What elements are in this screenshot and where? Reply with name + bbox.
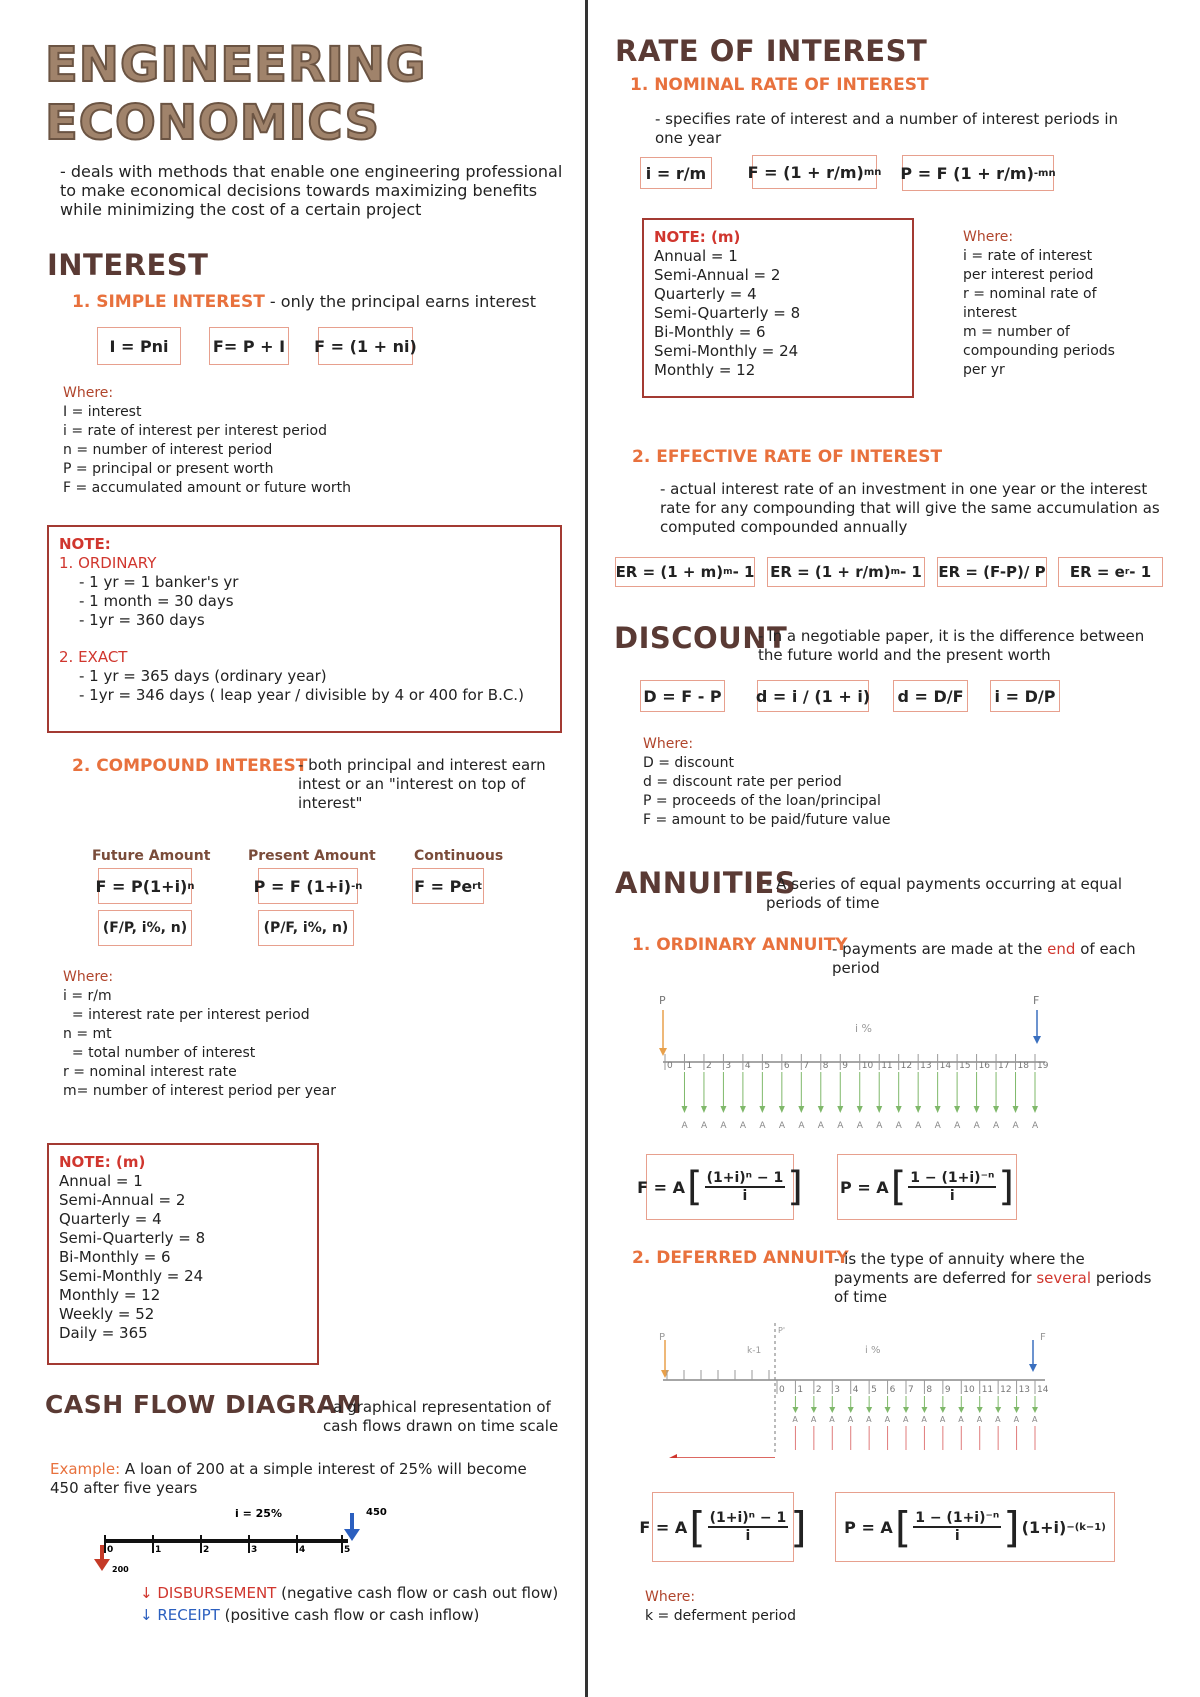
formula-box: i = r/m [640, 157, 712, 189]
tick-label: 2 [203, 1545, 210, 1555]
where-item: n = number of interest period [63, 442, 273, 458]
where-item: P = principal or present worth [63, 461, 274, 477]
label-continuous: Continuous [414, 848, 504, 864]
where-item: interest [963, 305, 1017, 321]
where-item: n = mt [63, 1026, 112, 1042]
note-item: Annual = 1 [59, 1172, 143, 1190]
down-arrow-icon: ↓ [140, 1584, 153, 1602]
f-label: F [1033, 994, 1040, 1007]
payment-label: A [681, 1121, 688, 1131]
compound-interest-heading: 2. COMPOUND INTEREST [72, 756, 308, 776]
deferred-annuity-diagram [655, 1318, 1050, 1458]
back-arrow [669, 1454, 775, 1458]
example-label: Example: [50, 1460, 121, 1478]
formula-box: i = D/P [990, 680, 1060, 712]
formula-box: I = Pni [97, 327, 181, 365]
tick-label: 1 [155, 1545, 162, 1555]
tick-label: 5 [764, 1061, 771, 1071]
formula-box: d = i / (1 + i) [757, 680, 869, 712]
simple-interest-heading: 1. SIMPLE INTEREST [72, 292, 265, 312]
bracket-icon: [ [686, 1164, 703, 1210]
tick-label: 8 [926, 1385, 933, 1395]
payment-arrowhead [915, 1106, 921, 1113]
tick-label: 1 [797, 1385, 804, 1395]
payment-label: A [810, 1415, 817, 1424]
timeline-ticks [777, 1380, 1049, 1450]
payment-label: A [739, 1121, 747, 1131]
note-exact: 2. EXACT [59, 648, 128, 666]
annuities-desc: - A series of equal payments occurring at equal periods of time [766, 875, 1123, 912]
payment-arrowhead [798, 1106, 804, 1113]
where-label: Where: [63, 969, 114, 985]
payment-arrowhead [995, 1407, 1001, 1413]
payment-label: A [700, 1121, 708, 1131]
rate-label: i % [865, 1345, 881, 1356]
payment-label: A [915, 1121, 922, 1131]
fraction: (1+i)ⁿ − 1 i [706, 1170, 784, 1204]
payment-label: A [976, 1415, 983, 1424]
tick-label: 6 [783, 1061, 790, 1071]
payment-label: A [884, 1415, 891, 1424]
tick-label: 14 [939, 1061, 952, 1071]
note-item: Quarterly = 4 [654, 285, 757, 303]
payment-label: A [1032, 1415, 1038, 1424]
payment-label: A [895, 1121, 902, 1131]
tick-label: 3 [725, 1061, 732, 1071]
payment-arrowhead [829, 1407, 835, 1413]
tick-label: 10 [861, 1061, 874, 1071]
payment-label: A [1012, 1121, 1019, 1131]
example-text: A loan of 200 at a simple interest of 25% will become 450 after five years [50, 1460, 527, 1497]
formula-box: F = P(1+i) n [98, 868, 192, 904]
where-item: i = rate of interest per interest period [63, 423, 327, 439]
payment-label: A [939, 1415, 946, 1424]
payment-arrowhead [954, 1106, 960, 1113]
where-item: m= number of interest period per year [63, 1083, 336, 1099]
legend-receipt: ↓ RECEIPT (positive cash flow or cash inflow) [140, 1606, 480, 1624]
where-label: Where: [643, 736, 694, 752]
tick-label: 0 [107, 1545, 114, 1555]
payment-arrowhead [848, 1407, 854, 1413]
annuities-where [645, 1588, 796, 1626]
top-value: 450 [366, 1507, 387, 1518]
payment-arrowhead [740, 1106, 746, 1113]
discount-where [643, 735, 890, 830]
payment-arrowhead [818, 1106, 824, 1113]
payment-label: A [993, 1121, 1000, 1131]
p-label: P [659, 1332, 666, 1343]
nominal-desc: - specifies rate of interest and a number of interest periods in one year [655, 110, 1119, 147]
compound-interest-desc: - both principal and interest earn intest or an "interest on top of interest" [298, 756, 546, 812]
note-item: - 1 yr = 365 days (ordinary year) [79, 667, 327, 685]
note-item: Semi-Quarterly = 8 [59, 1229, 206, 1247]
where-item: = interest rate per interest period [63, 1007, 310, 1023]
nominal-where [963, 228, 1115, 380]
where-item: i = rate of interest [963, 248, 1093, 264]
bracket-icon: [ [894, 1502, 912, 1552]
bracket-icon: ] [787, 1164, 803, 1210]
where-item: F = amount to be paid/future value [643, 812, 891, 828]
payment-label: A [866, 1415, 872, 1424]
tick-label: 11 [981, 1385, 994, 1395]
note-item: - 1yr = 360 days [79, 611, 205, 629]
payment-arrowhead [896, 1106, 902, 1113]
note-item: Monthly = 12 [59, 1286, 161, 1304]
formula-box: F = (1 + ni) [318, 327, 413, 365]
bracket-icon: ] [998, 1164, 1014, 1210]
cashflow-heading: CASH FLOW DIAGRAM [45, 1390, 362, 1419]
formula-box: D = F - P [640, 680, 725, 712]
where-label: Where: [963, 229, 1014, 245]
tick-label: 9 [842, 1061, 848, 1071]
simple-where [63, 384, 351, 498]
note-item: Bi-Monthly = 6 [59, 1248, 171, 1266]
payment-label: A [958, 1415, 964, 1424]
formula-box: d = D/F [893, 680, 968, 712]
where-label: Where: [645, 1589, 696, 1605]
label-present-amount: Present Amount [248, 848, 376, 864]
payment-arrowhead [993, 1106, 999, 1113]
note-title: NOTE: (m) [654, 228, 741, 246]
payment-label: A [847, 1415, 854, 1424]
tick-label: 3 [251, 1545, 258, 1555]
cashflow-example [50, 1460, 550, 1498]
bracket-icon: [ [689, 1502, 706, 1552]
f-arrow [1029, 1340, 1037, 1372]
payment-label: A [973, 1121, 980, 1131]
p-label: P [659, 994, 666, 1007]
payment-label: A [837, 1121, 844, 1131]
payment-arrowhead [958, 1407, 964, 1413]
k-label: k-1 [747, 1346, 762, 1356]
tick-label: 2 [705, 1061, 712, 1071]
where-item: P = proceeds of the loan/principal [643, 793, 881, 809]
timeline-ticks [665, 1054, 1049, 1131]
bracket-icon: ] [790, 1502, 807, 1552]
where-item: k = deferment period [645, 1608, 796, 1624]
ordinary-annuity-heading: 1. ORDINARY ANNUITY [632, 935, 848, 955]
title-line-1: ENGINEERING [45, 37, 427, 93]
tick-label: 12 [1000, 1385, 1012, 1395]
where-item: r = nominal interest rate [63, 1064, 237, 1080]
payment-label: A [921, 1415, 927, 1424]
pre-deferment-ticks [667, 1370, 769, 1380]
tick-label: 19 [1037, 1061, 1049, 1071]
definition: - deals with methods that enable one engineering professional to make economical decisions towards maximizing benefits while minimizing the cost of a certain project [60, 162, 563, 219]
payment-label: A [720, 1121, 727, 1131]
payment-arrowhead [681, 1106, 687, 1113]
ordinary-f-formula: F = A [ (1+i)ⁿ − 1 i ] [646, 1154, 794, 1220]
tick-label: 18 [1017, 1061, 1029, 1071]
legend-disbursement: ↓ DISBURSEMENT (negative cash flow or cash out flow) [140, 1584, 559, 1602]
payment-arrowhead [1032, 1106, 1038, 1113]
payment-arrowhead [885, 1407, 891, 1413]
tick-label: 6 [889, 1385, 896, 1395]
formula-box: ER = e r - 1 [1058, 557, 1163, 587]
deferred-annuity-heading: 2. DEFERRED ANNUITY [632, 1248, 849, 1268]
where-item: d = discount rate per period [643, 774, 842, 790]
payment-arrowhead [837, 1106, 843, 1113]
payment-arrowhead [935, 1106, 941, 1113]
title-line-2: ECONOMICS [45, 95, 381, 151]
column-divider [585, 0, 588, 1697]
down-arrow-icon: ↓ [140, 1606, 153, 1624]
note-item: - 1yr = 346 days ( leap year / divisible by 4 or 400 for B.C.) [79, 686, 524, 704]
where-item: i = r/m [63, 988, 112, 1004]
payment-arrowhead [811, 1407, 817, 1413]
tick-label: 13 [1018, 1385, 1031, 1395]
annuities-heading: ANNUITIES [615, 866, 797, 900]
where-item: I = interest [63, 404, 142, 420]
payment-label: A [995, 1415, 1001, 1424]
where-item: F = accumulated amount or future worth [63, 480, 351, 496]
payment-label: A [876, 1121, 883, 1131]
tick-label: 11 [881, 1061, 893, 1071]
payment-arrowhead [779, 1106, 785, 1113]
payment-arrowhead [1013, 1106, 1019, 1113]
note-item: Bi-Monthly = 6 [654, 323, 766, 341]
tick-label: 4 [852, 1385, 859, 1395]
cashflow-diagram [90, 1495, 400, 1575]
tick-label: 3 [834, 1385, 841, 1395]
p-arrow [659, 1010, 667, 1056]
payment-label: A [1032, 1121, 1039, 1131]
bottom-value: 200 [112, 1565, 129, 1574]
bracket-icon: ] [1003, 1502, 1020, 1552]
tick-label: 2 [815, 1385, 822, 1395]
formula-box: ER = (1 + r/m) m - 1 [767, 557, 925, 587]
payment-label: A [1013, 1415, 1020, 1424]
tick-label: 14 [1037, 1385, 1049, 1395]
where-item: r = nominal rate of [963, 286, 1097, 302]
formula-box: F = Pe rt [412, 868, 484, 904]
payment-label: A [778, 1121, 786, 1131]
tick-label: 7 [803, 1061, 810, 1071]
receipt-arrow [344, 1513, 360, 1541]
payment-label: A [829, 1415, 835, 1424]
where-item: compounding periods [963, 343, 1115, 359]
cashflow-desc: - a graphical representation of cash flows drawn on time scale [323, 1398, 559, 1435]
discount-desc: - In a negotiable paper, it is the difference between the future world and the present worth [758, 627, 1145, 664]
tick-label: 13 [920, 1061, 932, 1071]
p-prime-label: P' [778, 1326, 786, 1335]
ordinary-annuity-desc: - payments are made at the end of each period [832, 940, 1136, 977]
payment-arrowhead [974, 1106, 980, 1113]
interest-heading: INTEREST [47, 248, 209, 282]
payment-label: A [954, 1121, 961, 1131]
note-item: Semi-Annual = 2 [59, 1191, 186, 1209]
where-item: per yr [963, 362, 1005, 378]
tick-label: 7 [908, 1385, 914, 1395]
note-item: - 1 yr = 1 banker's yr [79, 573, 239, 591]
label-future-amount: Future Amount [92, 848, 211, 864]
f-arrow [1033, 1010, 1041, 1044]
payment-arrowhead [720, 1106, 726, 1113]
p-arrow [661, 1340, 669, 1378]
payment-arrowhead [1014, 1407, 1020, 1413]
payment-label: A [792, 1415, 798, 1424]
formula-box: ER = (1 + m) m - 1 [615, 557, 755, 587]
payment-label: A [798, 1121, 805, 1131]
where-item: per interest period [963, 267, 1094, 283]
tick-label: 0 [779, 1385, 785, 1395]
note-item: - 1 month = 30 days [79, 592, 234, 610]
payment-label: A [817, 1121, 824, 1131]
note-ordinary: 1. ORDINARY [59, 554, 157, 572]
note-item: Quarterly = 4 [59, 1210, 162, 1228]
note-box-m-values [47, 1143, 319, 1365]
rate-label: i = 25% [235, 1507, 282, 1520]
note-item: Semi-Monthly = 24 [654, 342, 799, 360]
payment-label: A [934, 1121, 941, 1131]
tick-label: 16 [978, 1061, 991, 1071]
tick-label: 0 [667, 1061, 673, 1071]
payment-arrowhead [759, 1106, 765, 1113]
formula-box: P = F (1 + r/m) -mn [902, 155, 1054, 191]
tick-label: 8 [822, 1061, 829, 1071]
note-item: Semi-Annual = 2 [654, 266, 781, 284]
formula-box: ER = (F-P)/ P [937, 557, 1047, 587]
ordinary-annuity-diagram [655, 992, 1050, 1137]
simple-interest-desc: - only the principal earns interest [269, 292, 536, 311]
note-box-rate-m [642, 218, 914, 398]
payment-arrowhead [866, 1407, 872, 1413]
factor-box: (P/F, i%, n) [258, 910, 354, 946]
rate-of-interest-heading: RATE OF INTEREST [615, 34, 928, 68]
tick-label: 4 [299, 1545, 306, 1555]
note-title: NOTE: [59, 535, 111, 553]
tick-label: 9 [944, 1385, 951, 1395]
where-item: D = discount [643, 755, 734, 771]
rate-label: i % [855, 1022, 873, 1035]
tick-label: 5 [344, 1545, 351, 1555]
deferred-f-formula: F = A [ (1+i)ⁿ − 1 i ] [652, 1492, 794, 1562]
tick-label: 5 [871, 1385, 877, 1395]
note-item: Semi-Quarterly = 8 [654, 304, 801, 322]
tick-label: 12 [900, 1061, 913, 1071]
formula-box: P = F (1+i) -n [258, 868, 358, 904]
payment-label: A [903, 1415, 909, 1424]
simple-interest-row [72, 292, 536, 312]
tick-label: 1 [686, 1061, 693, 1071]
tick-label: 17 [998, 1061, 1010, 1071]
note-item: Semi-Monthly = 24 [59, 1267, 204, 1285]
where-label: Where: [63, 385, 114, 401]
payment-arrowhead [1032, 1407, 1038, 1413]
payment-arrowhead [921, 1407, 927, 1413]
f-label: F [1040, 1332, 1046, 1343]
note-item: Annual = 1 [654, 247, 738, 265]
tick-label: 15 [959, 1061, 971, 1071]
deferred-annuity-desc: - is the type of annuity where the payments are deferred for several periods of time [834, 1250, 1152, 1306]
note-item: Weekly = 52 [59, 1305, 155, 1323]
payment-arrowhead [792, 1407, 798, 1413]
note-box-ordinary-exact [47, 525, 562, 733]
note-title: NOTE: (m) [59, 1153, 146, 1171]
effective-desc: - actual interest rate of an investment in one year or the interest rate for any compounding that will give the same accumulation as computed compounded annually [660, 480, 1160, 536]
payment-arrowhead [903, 1407, 909, 1413]
tick-label: 4 [744, 1061, 751, 1071]
effective-heading: 2. EFFECTIVE RATE OF INTEREST [632, 447, 943, 467]
discount-heading: DISCOUNT [614, 621, 788, 655]
payment-label: A [856, 1121, 863, 1131]
payment-arrowhead [940, 1407, 946, 1413]
timeline-ticks [105, 1535, 342, 1553]
bracket-icon: [ [890, 1164, 907, 1210]
where-item: m = number of [963, 324, 1070, 340]
payment-arrowhead [857, 1106, 863, 1113]
formula-box: F = (1 + r/m) mn [752, 155, 877, 189]
payment-arrowhead [701, 1106, 707, 1113]
fraction: 1 − (1+i)⁻ⁿ i [915, 1510, 1000, 1544]
fraction: 1 − (1+i)⁻ⁿ i [910, 1170, 995, 1204]
page-title [45, 36, 426, 152]
note-item: Monthly = 12 [654, 361, 756, 379]
note-item: Daily = 365 [59, 1324, 148, 1342]
payment-label: A [759, 1121, 766, 1131]
compound-where [63, 968, 336, 1101]
nominal-heading: 1. NOMINAL RATE OF INTEREST [630, 75, 929, 95]
ordinary-p-formula: P = A [ 1 − (1+i)⁻ⁿ i ] [837, 1154, 1017, 1220]
payment-arrowhead [876, 1106, 882, 1113]
tick-label: 10 [963, 1385, 975, 1395]
payment-arrowhead [977, 1407, 983, 1413]
formula-box: F= P + I [209, 327, 289, 365]
deferred-p-formula: P = A [ 1 − (1+i)⁻ⁿ i ] (1+i) −(k−1) [835, 1492, 1115, 1562]
factor-box: (F/P, i%, n) [98, 910, 192, 946]
where-item: = total number of interest [63, 1045, 256, 1061]
fraction: (1+i)ⁿ − 1 i [709, 1510, 787, 1544]
